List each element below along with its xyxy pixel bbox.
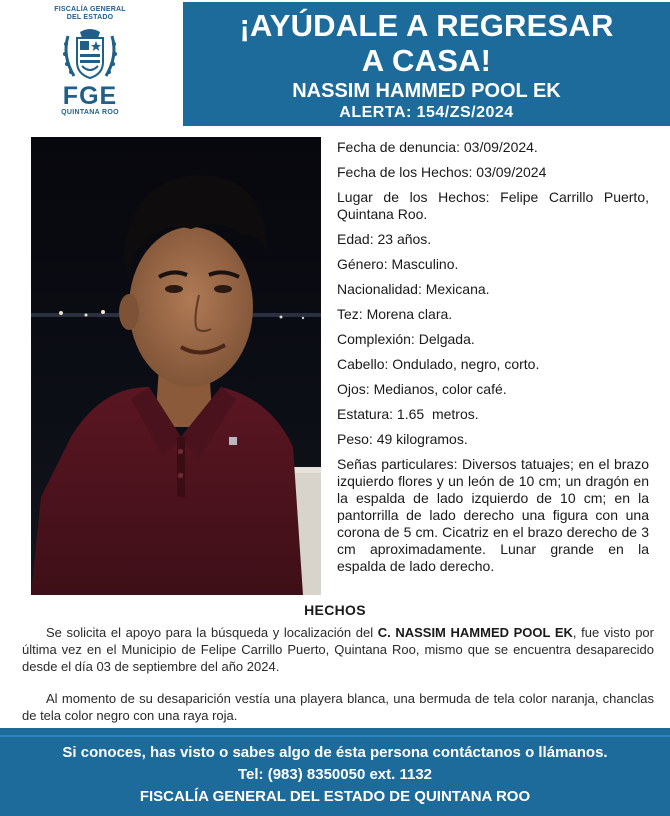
logo-abbrev: FGE bbox=[62, 82, 118, 110]
detail-cabello: Cabello: Ondulado, negro, corto. bbox=[337, 356, 540, 372]
detail-peso: Peso: 49 kilogramos. bbox=[337, 431, 468, 447]
detail-lugar: Lugar de los Hechos: Felipe Carrillo Puerto, Quintana Roo. bbox=[337, 189, 649, 222]
hechos-p1-before: Se solicita el apoyo para la búsqueda y localización del bbox=[46, 625, 378, 640]
portrait-illustration bbox=[31, 137, 321, 595]
logo-top-text-2: DEL ESTADO bbox=[66, 14, 114, 21]
details-list bbox=[337, 139, 649, 583]
detail-fecha-hechos: Fecha de los Hechos: 03/09/2024 bbox=[337, 164, 547, 180]
missing-person-name: NASSIM HAMMED POOL EK bbox=[292, 80, 561, 102]
state-seal-icon bbox=[60, 26, 120, 84]
detail-ojos: Ojos: Medianos, color café. bbox=[337, 381, 507, 397]
hechos-p1-after: , fue visto por última vez en el Municipio de Felipe Carrillo Puerto, Quintana Roo, mismo que se encuentra desaparecido desde el día 03 de septiembre del año 2024. bbox=[22, 625, 654, 674]
alert-line bbox=[183, 104, 670, 122]
missing-person-photo bbox=[31, 137, 321, 595]
alert-label: ALERTA: bbox=[339, 104, 412, 121]
alert-code: 154/ZS/2024 bbox=[416, 104, 514, 121]
footer-phone: Tel: (983) 8350050 ext. 1132 bbox=[237, 766, 433, 783]
detail-tez: Tez: Morena clara. bbox=[337, 306, 453, 322]
banner-title bbox=[183, 8, 670, 78]
detail-genero: Género: Masculino. bbox=[337, 256, 459, 272]
hechos-heading: HECHOS bbox=[304, 602, 366, 618]
detail-edad: Edad: 23 años. bbox=[337, 231, 432, 247]
detail-senas: Señas particulares: Diversos tatuajes; en el brazo izquierdo flores y un león de 10 cm; un dragón en la espalda de lado izquierdo de 10 cm; en la pantorrilla de lado derecho una figura con una corona de 5 cm. Cicatriz en el brazo derecho de 3 cm aproximadamente. Lunar grande en la espalda de lado derecho. bbox=[337, 456, 649, 574]
footer-divider bbox=[0, 735, 670, 737]
hechos-paragraph-1 bbox=[22, 624, 654, 675]
detail-estatura: Estatura: 1.65 metros. bbox=[337, 406, 479, 422]
detail-complexion: Complexión: Delgada. bbox=[337, 331, 475, 347]
fge-logo bbox=[42, 6, 138, 124]
footer-agency-name: FISCALÍA GENERAL DEL ESTADO DE QUINTANA ROO bbox=[139, 788, 531, 805]
hechos-paragraph-2: Al momento de su desaparición vestía una playera blanca, una bermuda de tela color naranja, chanclas de tela color negro con una raya roja. bbox=[22, 691, 654, 723]
banner-title-line-2: A CASA! bbox=[361, 43, 492, 78]
detail-fecha-denuncia: Fecha de denuncia: 03/09/2024. bbox=[337, 139, 538, 155]
logo-bottom-text: QUINTANA ROO bbox=[61, 109, 119, 116]
detail-nacionalidad: Nacionalidad: Mexicana. bbox=[337, 281, 490, 297]
banner-title-line-1: ¡AYÚDALE A REGRESAR bbox=[239, 8, 614, 43]
footer-contact-message: Si conoces, has visto o sabes algo de ésta persona contáctanos o llámanos. bbox=[62, 744, 608, 761]
logo-top-text-1: FISCALÍA GENERAL bbox=[54, 6, 126, 13]
hechos-p1-name: C. NASSIM HAMMED POOL EK bbox=[377, 625, 573, 640]
